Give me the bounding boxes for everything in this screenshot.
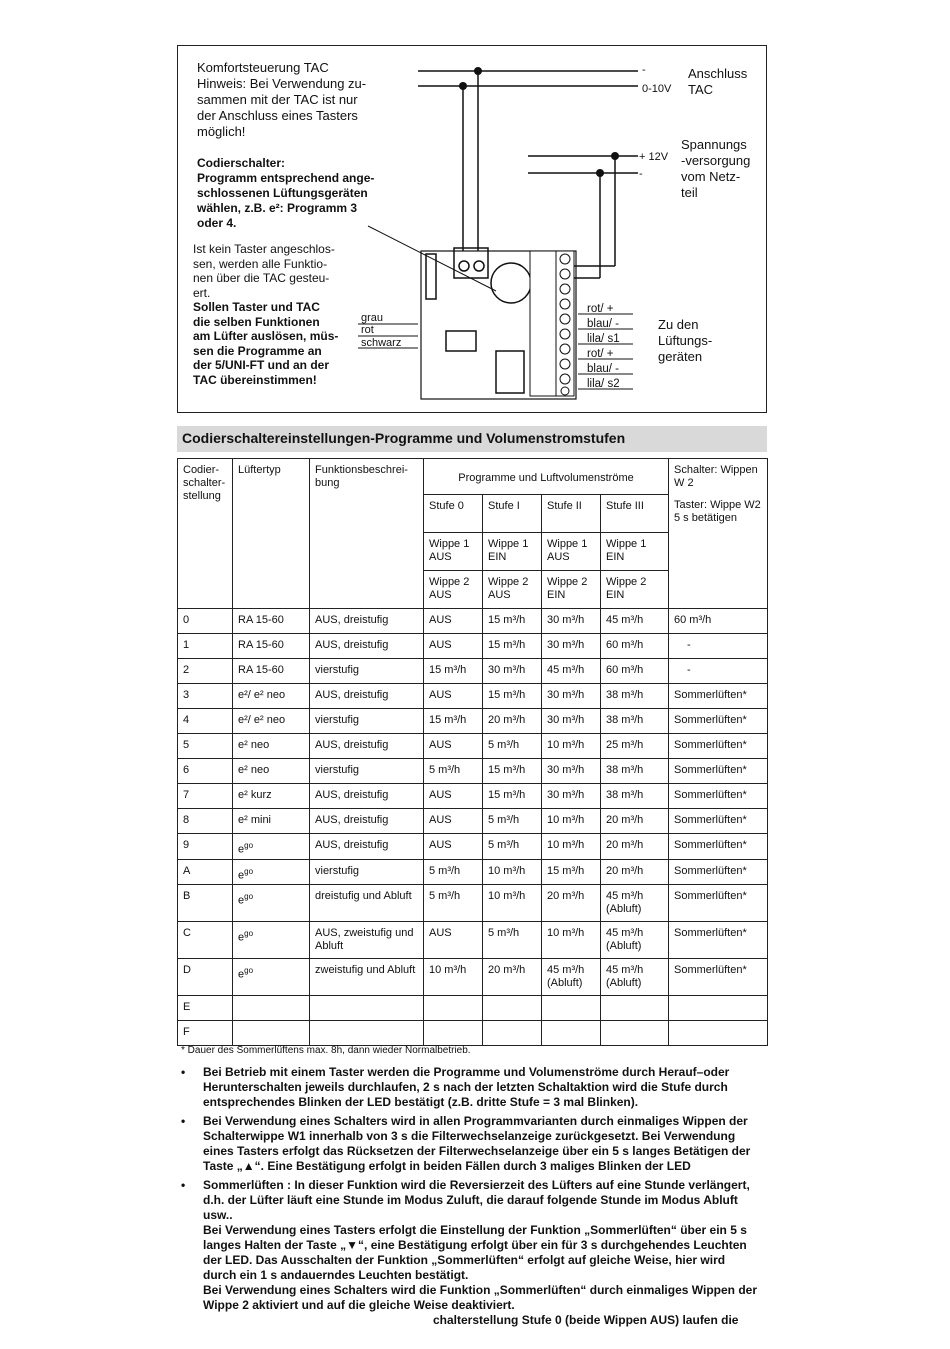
wippe1-0: Wippe 1 AUS — [424, 533, 483, 571]
table-cell-schalter: Sommerlüften* — [669, 922, 768, 959]
table-cell-code: 4 — [178, 709, 233, 734]
wire-label: lila/ s1 — [587, 333, 620, 345]
note-line: Komfortsteuerung TAC — [197, 60, 329, 75]
wire-label: rot/ + — [587, 303, 614, 315]
table-cell-s1: 5 m³/h — [483, 834, 542, 860]
wiring-diagram — [177, 45, 767, 413]
table-cell-s2: 45 m³/h (Abluft) — [542, 959, 601, 996]
table-cell-typ — [233, 922, 310, 959]
table-cell-s0: AUS — [424, 609, 483, 634]
table-row — [178, 684, 768, 709]
table-cell-typ — [233, 834, 310, 860]
table-cell-code: 1 — [178, 634, 233, 659]
table-cell-funktion: vierstufig — [310, 659, 424, 684]
table-cell-s0: AUS — [424, 809, 483, 834]
table-cell-s0 — [424, 996, 483, 1021]
table-cell-code: 0 — [178, 609, 233, 634]
table-cell-typ: RA 15-60 — [233, 634, 310, 659]
table-cell-funktion: AUS, zweistufig und Abluft — [310, 922, 424, 959]
typ-superscript: go — [244, 892, 254, 902]
header-programme: Programme und Luftvolumenströme — [424, 459, 669, 495]
table-cell-s2: 30 m³/h — [542, 634, 601, 659]
label-line: Lüftungs- — [658, 333, 713, 348]
table-body — [178, 609, 768, 1046]
program-table — [177, 458, 768, 1046]
table-cell-s0: AUS — [424, 834, 483, 860]
table-cell-schalter — [669, 996, 768, 1021]
table-row — [178, 784, 768, 809]
stufe-0: Stufe 0 — [424, 495, 483, 533]
table-cell-s0 — [424, 1021, 483, 1046]
wippe2-1: Wippe 2 AUS — [483, 571, 542, 609]
table-cell-s3: 60 m³/h — [601, 634, 669, 659]
label-line: Zu den — [658, 317, 699, 332]
typ-base: e — [238, 968, 245, 981]
bullet-item — [181, 1114, 761, 1174]
table-cell-s2: 30 m³/h — [542, 609, 601, 634]
table-cell-typ: e² neo — [233, 734, 310, 759]
note-line: sen die Programme an — [193, 343, 322, 358]
table-row — [178, 959, 768, 996]
table-cell-code: 2 — [178, 659, 233, 684]
wire-label: blau/ - — [587, 318, 619, 330]
table-cell-s3: 45 m³/h (Abluft) — [601, 922, 669, 959]
wire-label-schwarz: schwarz — [361, 337, 402, 349]
table-row — [178, 609, 768, 634]
bullet-text: Bei Verwendung eines Tasters erfolgt die Einstellung der Funktion „Sommerlüften“ über ein 5 s langes Halten der Taste „▼“, eine Bestätigung erfolgt über ein für 3 s durchgehendes Leuchten der LED. Das Ausschalten der Funktion „Sommerlüften“ erfolgt auf gleiche Weise, hier wird durch ein 1 s andauerndes Leuchten bestätigt. — [203, 1223, 747, 1282]
table-cell-funktion: dreistufig und Abluft — [310, 885, 424, 922]
table-cell-code: 7 — [178, 784, 233, 809]
table-cell-s1: 10 m³/h — [483, 859, 542, 885]
table-cell-s0: 15 m³/h — [424, 709, 483, 734]
table-cell-s3: 38 m³/h — [601, 684, 669, 709]
table-cell-code: C — [178, 922, 233, 959]
table-cell-typ: e²/ e² neo — [233, 684, 310, 709]
wippe2-0: Wippe 2 AUS — [424, 571, 483, 609]
typ-base: e — [238, 894, 245, 907]
bullet-item — [181, 1065, 761, 1110]
device-wire-labels — [587, 302, 620, 392]
table-cell-funktion — [310, 996, 424, 1021]
bullet-text: chalterstellung Stufe 0 (beide Wippen AUS) laufen die — [433, 1313, 739, 1327]
typ-base: e — [238, 869, 245, 882]
table-cell-funktion: zweistufig und Abluft — [310, 959, 424, 996]
table-cell-funktion: vierstufig — [310, 859, 424, 885]
note-line: wählen, z.B. e²: Programm 3 — [197, 201, 358, 215]
label-line: -versorgung — [681, 153, 751, 168]
bullet-glyph: • — [181, 1065, 186, 1079]
table-cell-code: F — [178, 1021, 233, 1046]
table-cell-schalter: - — [669, 659, 768, 684]
section-title: Codierschaltereinstellungen-Programme und Volumenstromstufen — [177, 426, 767, 452]
table-cell-schalter: Sommerlüften* — [669, 784, 768, 809]
table-cell-s2: 30 m³/h — [542, 784, 601, 809]
table-cell-s0: AUS — [424, 634, 483, 659]
wippe2-2: Wippe 2 EIN — [542, 571, 601, 609]
table-cell-s1: 15 m³/h — [483, 759, 542, 784]
bullet-item — [181, 1178, 761, 1328]
table-cell-s2: 30 m³/h — [542, 709, 601, 734]
table-cell-s3: 45 m³/h (Abluft) — [601, 959, 669, 996]
table-cell-typ: RA 15-60 — [233, 609, 310, 634]
table-cell-s3: 38 m³/h — [601, 709, 669, 734]
table-cell-schalter: Sommerlüften* — [669, 759, 768, 784]
wippe1-3: Wippe 1 EIN — [601, 533, 669, 571]
table-cell-s2: 20 m³/h — [542, 885, 601, 922]
table-cell-s3 — [601, 1021, 669, 1046]
table-cell-typ — [233, 959, 310, 996]
tac-label — [688, 66, 747, 98]
header-schalter-cell — [669, 459, 768, 609]
note-line: der Anschluss eines Tasters — [197, 108, 358, 123]
table-cell-s0: AUS — [424, 734, 483, 759]
table-cell-s1: 15 m³/h — [483, 634, 542, 659]
table-cell-code: 9 — [178, 834, 233, 860]
table-cell-funktion: vierstufig — [310, 709, 424, 734]
table-cell-code: 6 — [178, 759, 233, 784]
table-row — [178, 634, 768, 659]
table-cell-s2: 30 m³/h — [542, 759, 601, 784]
table-row — [178, 759, 768, 784]
table-cell-schalter: Sommerlüften* — [669, 709, 768, 734]
wire-label: blau/ - — [587, 363, 619, 375]
table-cell-s3: 38 m³/h — [601, 784, 669, 809]
table-cell-funktion: AUS, dreistufig — [310, 809, 424, 834]
table-cell-code: A — [178, 859, 233, 885]
power-terminal-plus: + 12V — [639, 151, 669, 163]
table-cell-typ: e² neo — [233, 759, 310, 784]
label-line: geräten — [658, 349, 703, 364]
note-line: Sollen Taster und TAC — [193, 300, 320, 314]
bullet-text: Bei Verwendung eines Schalters wird die Funktion „Sommerlüften“ durch einmaliges Wippen der Wippe 2 aktiviert und auf die gleiche Weise deaktiviert. — [203, 1283, 757, 1312]
table-cell-schalter: Sommerlüften* — [669, 885, 768, 922]
codier-note — [197, 156, 397, 231]
stufe-3: Stufe III — [601, 495, 669, 533]
header-funktion: Funktionsbeschrei-bung — [310, 459, 424, 609]
table-cell-typ — [233, 996, 310, 1021]
note-line: Ist kein Taster angeschlos- — [193, 242, 335, 256]
table-row — [178, 922, 768, 959]
table-cell-s2: 10 m³/h — [542, 734, 601, 759]
table-cell-s1: 5 m³/h — [483, 922, 542, 959]
note-line: Programm entsprechend ange- — [197, 171, 375, 185]
table-cell-funktion: AUS, dreistufig — [310, 734, 424, 759]
table-cell-funktion — [310, 1021, 424, 1046]
table-cell-s2: 15 m³/h — [542, 859, 601, 885]
table-cell-typ: e² kurz — [233, 784, 310, 809]
table-cell-schalter: Sommerlüften* — [669, 859, 768, 885]
table-cell-s2: 45 m³/h — [542, 659, 601, 684]
table-cell-code: B — [178, 885, 233, 922]
wire-label-rot: rot — [361, 324, 374, 336]
note-line: möglich! — [197, 124, 246, 139]
typ-superscript: go — [244, 966, 254, 976]
table-cell-s1: 15 m³/h — [483, 609, 542, 634]
wippe2-3: Wippe 2 EIN — [601, 571, 669, 609]
table-cell-s0: AUS — [424, 784, 483, 809]
typ-base: e — [238, 843, 245, 856]
table-row — [178, 709, 768, 734]
table-cell-s2: 10 m³/h — [542, 809, 601, 834]
table-cell-funktion: vierstufig — [310, 759, 424, 784]
table-cell-s0: AUS — [424, 684, 483, 709]
table-cell-s0: 5 m³/h — [424, 885, 483, 922]
table-cell-s3: 60 m³/h — [601, 659, 669, 684]
label-line: Spannungs — [681, 137, 747, 152]
bullet-glyph: • — [181, 1114, 186, 1128]
table-cell-funktion: AUS, dreistufig — [310, 684, 424, 709]
table-cell-s1: 15 m³/h — [483, 684, 542, 709]
table-cell-typ: RA 15-60 — [233, 659, 310, 684]
table-cell-s3 — [601, 996, 669, 1021]
table-cell-code: E — [178, 996, 233, 1021]
table-cell-s3: 38 m³/h — [601, 759, 669, 784]
table-cell-typ — [233, 885, 310, 922]
table-cell-code: D — [178, 959, 233, 996]
note-line: die selben Funktionen — [193, 314, 320, 329]
table-cell-schalter: Sommerlüften* — [669, 809, 768, 834]
wire-label: rot/ + — [587, 348, 614, 360]
power-label — [681, 137, 750, 201]
note-line: sen, werden alle Funktio- — [193, 256, 328, 271]
table-cell-schalter: Sommerlüften* — [669, 959, 768, 996]
komfort-note — [197, 60, 397, 140]
table-cell-s2 — [542, 1021, 601, 1046]
table-cell-schalter: Sommerlüften* — [669, 684, 768, 709]
table-cell-code: 5 — [178, 734, 233, 759]
table-cell-s1: 10 m³/h — [483, 885, 542, 922]
stufe-1: Stufe I — [483, 495, 542, 533]
note-line: Hinweis: Bei Verwendung zu- — [197, 76, 367, 91]
table-cell-s1 — [483, 996, 542, 1021]
table-cell-s3: 25 m³/h — [601, 734, 669, 759]
wire-label: lila/ s2 — [587, 378, 620, 390]
typ-superscript: go — [244, 929, 254, 939]
note-line: sammen mit der TAC ist nur — [197, 92, 358, 107]
table-cell-s0: AUS — [424, 922, 483, 959]
table-row — [178, 859, 768, 885]
table-row — [178, 734, 768, 759]
power-terminal-minus: - — [639, 168, 643, 180]
table-cell-s2: 10 m³/h — [542, 834, 601, 860]
table-cell-schalter: 60 m³/h — [669, 609, 768, 634]
table-row — [178, 885, 768, 922]
bullet-text: Bei Betrieb mit einem Taster werden die Programme und Volumenströme durch Herauf–oder Herunterschalten jeweils durchlaufen, 2 s nach der letzten Schaltaktion wird die Stufe durch entsprechendes Blinken der LED bestätigt (z.B. dritte Stufe = 3 mal Blinken). — [203, 1065, 730, 1109]
note-line: am Lüfter auslösen, müs- — [193, 329, 339, 343]
stufe-2: Stufe II — [542, 495, 601, 533]
table-cell-funktion: AUS, dreistufig — [310, 834, 424, 860]
table-cell-s2: 10 m³/h — [542, 922, 601, 959]
header-taster: Taster: Wippe W2 5 s betätigen — [674, 499, 761, 524]
table-cell-s3: 45 m³/h (Abluft) — [601, 885, 669, 922]
table-cell-schalter: Sommerlüften* — [669, 834, 768, 860]
wippe1-1: Wippe 1 EIN — [483, 533, 542, 571]
table-cell-s3: 20 m³/h — [601, 859, 669, 885]
table-cell-s1: 30 m³/h — [483, 659, 542, 684]
table-row — [178, 996, 768, 1021]
label-line: TAC — [688, 82, 714, 97]
table-row — [178, 834, 768, 860]
typ-superscript: go — [244, 841, 254, 850]
table-cell-funktion: AUS, dreistufig — [310, 784, 424, 809]
table-cell-schalter — [669, 1021, 768, 1046]
note-line: nen über die TAC gesteu- — [193, 271, 330, 285]
table-cell-typ — [233, 859, 310, 885]
table-cell-funktion: AUS, dreistufig — [310, 634, 424, 659]
typ-superscript: go — [244, 866, 254, 876]
note-line: der 5/UNI-FT und an der — [193, 358, 330, 372]
wire-label-grau: grau — [361, 312, 384, 324]
table-cell-typ: e² mini — [233, 809, 310, 834]
table-cell-s1: 5 m³/h — [483, 734, 542, 759]
footnote: * Dauer des Sommerlüftens max. 8h, dann wieder Normalbetrieb. — [181, 1045, 471, 1056]
bullet-text: Bei Verwendung eines Schalters wird in allen Programmvarianten durch einmaliges Wippen der Schalterwippe W1 innerhalb von 3 s die Filterwechselanzeige zurückgesetzt. Bei Verwendung eines Tasters erfolgt das Rücksetzen der Filterwechselanzeige über ein 5 s langes Betätigen der Taste „▲“. Eine Bestätigung erfolgt in beiden Fällen durch 3 maliges Blinken der LED — [203, 1114, 751, 1173]
table-cell-s3: 20 m³/h — [601, 834, 669, 860]
note-line: schlossenen Lüftungsgeräten — [197, 186, 368, 200]
label-line: vom Netz- — [681, 169, 741, 184]
bullet-glyph: • — [181, 1178, 186, 1192]
table-cell-schalter: Sommerlüften* — [669, 734, 768, 759]
table-cell-s3: 45 m³/h — [601, 609, 669, 634]
note-line: oder 4. — [197, 216, 237, 230]
table-cell-s0: 5 m³/h — [424, 759, 483, 784]
table-cell-code: 8 — [178, 809, 233, 834]
header-luefter: Lüftertyp — [233, 459, 310, 609]
device-label — [658, 317, 712, 365]
table-cell-s1 — [483, 1021, 542, 1046]
wippe1-2: Wippe 1 AUS — [542, 533, 601, 571]
note-line: TAC übereinstimmen! — [193, 372, 317, 387]
tac-terminal-minus: - — [642, 64, 646, 76]
label-line: Anschluss — [688, 66, 748, 81]
table-row — [178, 1021, 768, 1046]
table-row — [178, 809, 768, 834]
note-line: Codierschalter: — [197, 156, 286, 170]
table-cell-s1: 20 m³/h — [483, 709, 542, 734]
typ-base: e — [238, 931, 245, 944]
tac-terminal-signal: 0-10V — [642, 83, 672, 95]
header-schalter: Schalter: Wippen W 2 — [674, 464, 758, 489]
bullet-text: Sommerlüften : In dieser Funktion wird die Reversierzeit des Lüfters auf eine Stunde verlängert, d.h. der Lüfter läuft eine Stunde im Modus Zuluft, die darauf folgende Stunde im Modus Abluft usw.. — [203, 1178, 750, 1222]
table-cell-s0: 10 m³/h — [424, 959, 483, 996]
table-cell-schalter: - — [669, 634, 768, 659]
table-cell-s1: 5 m³/h — [483, 809, 542, 834]
bullet-list — [181, 1065, 761, 1332]
table-cell-s3: 20 m³/h — [601, 809, 669, 834]
table-cell-s2 — [542, 996, 601, 1021]
table-cell-typ: e²/ e² neo — [233, 709, 310, 734]
table-cell-s2: 30 m³/h — [542, 684, 601, 709]
table-cell-typ — [233, 1021, 310, 1046]
table-cell-s1: 15 m³/h — [483, 784, 542, 809]
table-cell-s1: 20 m³/h — [483, 959, 542, 996]
table-cell-funktion: AUS, dreistufig — [310, 609, 424, 634]
header-codier: Codier-schalter-stellung — [178, 459, 233, 609]
table-row — [178, 659, 768, 684]
table-cell-s0: 15 m³/h — [424, 659, 483, 684]
note-line: ert. — [193, 285, 211, 300]
taster-note — [193, 242, 358, 387]
table-cell-s0: 5 m³/h — [424, 859, 483, 885]
label-line: teil — [681, 185, 698, 200]
table-cell-code: 3 — [178, 684, 233, 709]
